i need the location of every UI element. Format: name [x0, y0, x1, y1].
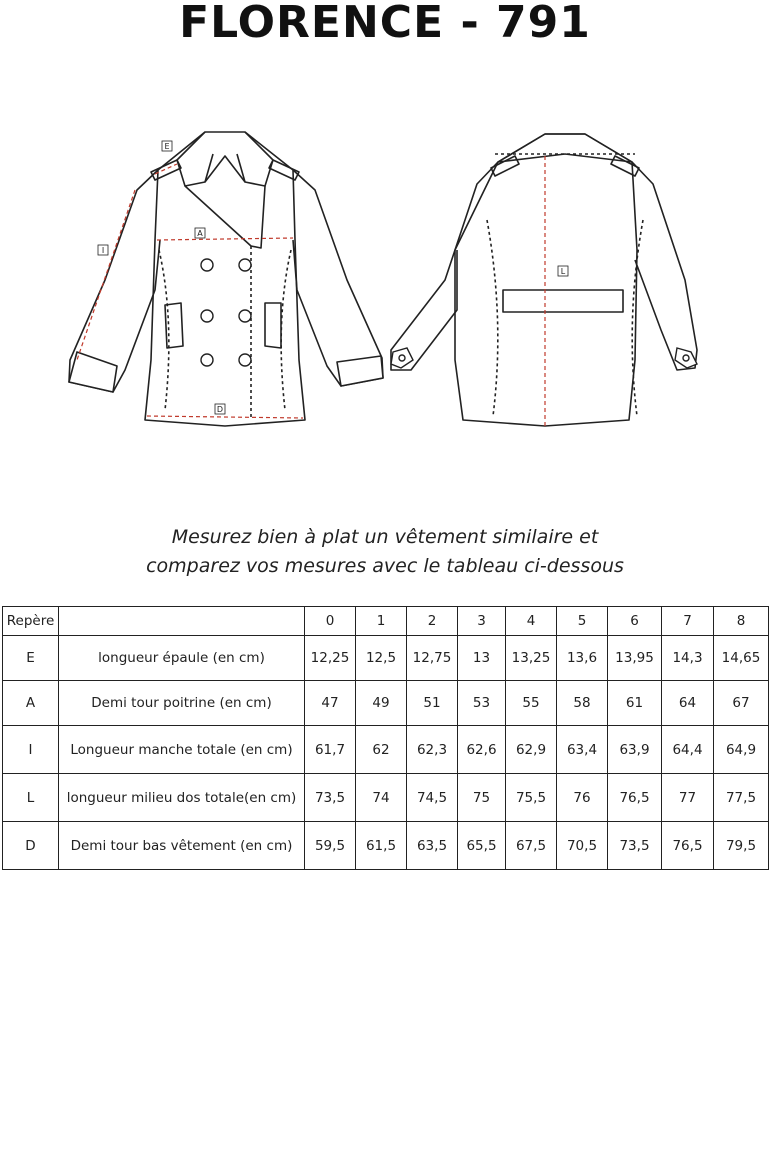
size-header-cell: 6 [608, 607, 662, 636]
measurement-row [3, 822, 769, 870]
size-header-cell: 5 [557, 607, 608, 636]
instruction-line-1: Mesurez bien à plat un vêtement similaire et [171, 526, 599, 548]
measurement-value-cell: 55 [506, 681, 557, 726]
measurement-code-cell: D [3, 822, 59, 870]
measuring-instructions [0, 523, 770, 581]
back-coat-drawing [391, 134, 697, 426]
measurement-value-cell: 67 [714, 681, 769, 726]
measurement-value-cell: 63,5 [407, 822, 458, 870]
measurement-value-cell: 64,4 [662, 726, 714, 774]
measurement-value-cell: 79,5 [714, 822, 769, 870]
measurement-row [3, 681, 769, 726]
size-chart-table [2, 606, 769, 870]
measurement-value-cell: 62,3 [407, 726, 458, 774]
measurement-value-cell: 14,3 [662, 636, 714, 681]
measurement-value-cell: 13,25 [506, 636, 557, 681]
measurement-value-cell: 62 [356, 726, 407, 774]
measurement-value-cell: 75 [458, 774, 506, 822]
measurement-value-cell: 13,6 [557, 636, 608, 681]
measurement-value-cell: 61 [608, 681, 662, 726]
measurement-value-cell: 13,95 [608, 636, 662, 681]
back-measure-labels [558, 266, 568, 276]
measurement-label-cell: Demi tour bas vêtement (en cm) [59, 822, 305, 870]
measurement-label-cell: Longueur manche totale (en cm) [59, 726, 305, 774]
measurement-row [3, 636, 769, 681]
measurement-value-cell: 51 [407, 681, 458, 726]
measurement-value-cell: 77,5 [714, 774, 769, 822]
measurement-value-cell: 76,5 [662, 822, 714, 870]
measurement-value-cell: 73,5 [305, 774, 356, 822]
size-header-row [3, 607, 769, 636]
measurement-value-cell: 74,5 [407, 774, 458, 822]
measurement-value-cell: 13 [458, 636, 506, 681]
front-coat-drawing [69, 132, 383, 426]
measurement-code-cell: I [3, 726, 59, 774]
measurement-value-cell: 74 [356, 774, 407, 822]
measurement-label-cell: longueur épaule (en cm) [59, 636, 305, 681]
label-l: L [560, 267, 566, 276]
measurement-code-cell: L [3, 774, 59, 822]
size-header-cell: 3 [458, 607, 506, 636]
measurement-value-cell: 77 [662, 774, 714, 822]
label-a: A [197, 229, 203, 238]
measurement-value-cell: 12,75 [407, 636, 458, 681]
size-header-cell: 2 [407, 607, 458, 636]
measurement-value-cell: 61,7 [305, 726, 356, 774]
garment-technical-drawings [55, 120, 715, 440]
instruction-line-2: comparez vos mesures avec le tableau ci-dessous [146, 555, 624, 577]
measurement-value-cell: 47 [305, 681, 356, 726]
measurement-value-cell: 59,5 [305, 822, 356, 870]
measurement-value-cell: 67,5 [506, 822, 557, 870]
measurement-value-cell: 49 [356, 681, 407, 726]
measurement-value-cell: 14,65 [714, 636, 769, 681]
size-header-cell: 1 [356, 607, 407, 636]
size-header-cell: 4 [506, 607, 557, 636]
measurement-value-cell: 75,5 [506, 774, 557, 822]
label-i: I [101, 246, 105, 255]
measurement-value-cell: 76 [557, 774, 608, 822]
measurement-value-cell: 65,5 [458, 822, 506, 870]
empty-header-cell [59, 607, 305, 636]
measurement-value-cell: 63,4 [557, 726, 608, 774]
measurement-value-cell: 70,5 [557, 822, 608, 870]
measurement-value-cell: 63,9 [608, 726, 662, 774]
measurement-value-cell: 58 [557, 681, 608, 726]
measurement-value-cell: 12,5 [356, 636, 407, 681]
measurement-code-cell: A [3, 681, 59, 726]
measurement-value-cell: 62,6 [458, 726, 506, 774]
measurement-value-cell: 64,9 [714, 726, 769, 774]
page-title: FLORENCE - 791 [179, 0, 591, 48]
label-e: E [164, 142, 170, 151]
measurement-row [3, 774, 769, 822]
measurement-code-cell: E [3, 636, 59, 681]
measurement-value-cell: 12,25 [305, 636, 356, 681]
measurement-value-cell: 62,9 [506, 726, 557, 774]
measurement-value-cell: 73,5 [608, 822, 662, 870]
size-header-cell: 7 [662, 607, 714, 636]
measurement-value-cell: 61,5 [356, 822, 407, 870]
measurement-row [3, 726, 769, 774]
size-header-cell: 0 [305, 607, 356, 636]
measurement-label-cell: longueur milieu dos totale(en cm) [59, 774, 305, 822]
measurement-value-cell: 64 [662, 681, 714, 726]
size-header-cell: 8 [714, 607, 769, 636]
measurement-label-cell: Demi tour poitrine (en cm) [59, 681, 305, 726]
corner-cell: Repère [3, 607, 59, 636]
label-d: D [216, 405, 224, 414]
measurement-value-cell: 76,5 [608, 774, 662, 822]
measurement-value-cell: 53 [458, 681, 506, 726]
